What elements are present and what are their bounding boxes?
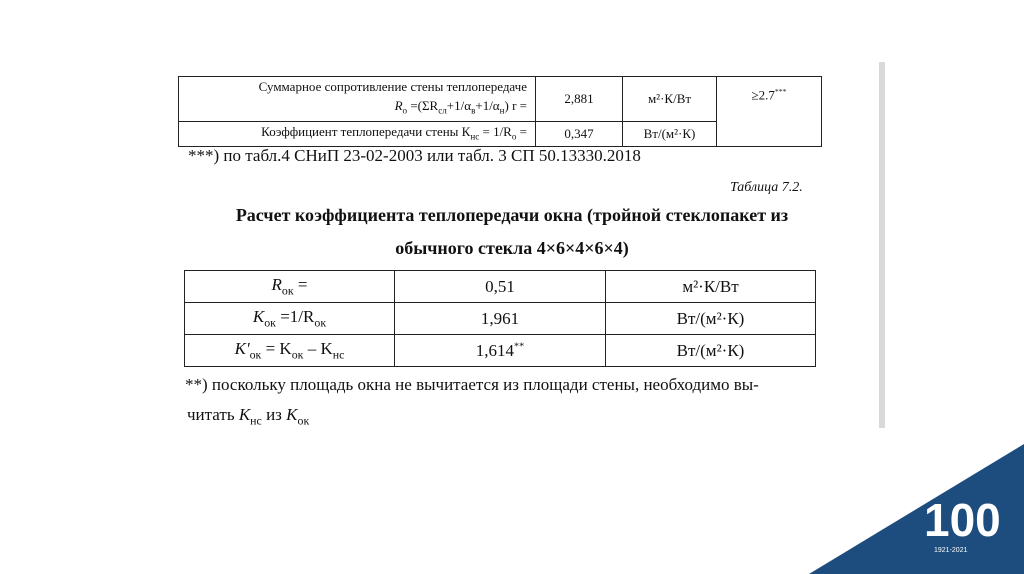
formula-part: ) r =: [504, 98, 527, 113]
unit-cell: м²·К/Вт: [623, 77, 717, 122]
logo-number: 100: [924, 494, 1001, 546]
subscript: сл: [438, 105, 447, 116]
table-caption: Таблица 7.2.: [730, 180, 803, 195]
unit-cell: Вт/(м²·К): [606, 335, 816, 367]
table-row: [179, 77, 822, 122]
formula-part: =1/R: [275, 306, 315, 326]
unit-cell: м²·К/Вт: [606, 271, 816, 303]
formula-cell: [185, 271, 395, 303]
footnote-mark: **: [514, 340, 525, 352]
table-row: [185, 335, 816, 367]
footnote-line1: **) поскольку площадь окна не вычитается из площади стены, необходимо вы-: [185, 375, 759, 394]
symbol: K': [234, 338, 250, 358]
label-text: Коэффициент теплопередачи стены К: [261, 123, 471, 139]
value-cell: [395, 271, 606, 303]
subscript: нс: [250, 413, 262, 428]
value-cell: [395, 335, 606, 367]
symbol: R: [271, 274, 282, 294]
formula-part: =(ΣR: [407, 98, 439, 113]
row-label: [179, 121, 536, 147]
formula-cell: [185, 335, 395, 367]
formula-part: – K: [303, 338, 333, 358]
formula-part: = K: [261, 338, 292, 358]
subscript: ок: [264, 315, 276, 330]
value-text: 1,961: [480, 308, 520, 328]
value-text: 1,614: [475, 340, 515, 360]
symbol: R: [394, 98, 403, 113]
value-text: 0,51: [485, 276, 515, 296]
formula-part: =: [293, 274, 308, 294]
symbol: K: [252, 306, 265, 326]
subscript: нс: [332, 347, 345, 362]
symbol: K: [238, 405, 251, 424]
value-cell: [395, 303, 606, 335]
anniversary-logo-band: [724, 424, 1024, 574]
subscript: ок: [281, 283, 294, 298]
logo-years: 1921-2021: [934, 547, 968, 554]
formula-part: = 1/R: [479, 123, 512, 139]
table-row: [185, 271, 816, 303]
subscript: ок: [314, 315, 327, 330]
formula-cell: [185, 303, 395, 335]
unit-cell: Вт/(м²·К): [606, 303, 816, 335]
requirement-cell: [717, 77, 822, 147]
footnote-line2: [187, 405, 309, 428]
subscript: ок: [297, 413, 310, 428]
subscript: ок: [249, 347, 262, 362]
subscript: о: [511, 131, 517, 142]
value-cell: 0,347: [536, 121, 623, 147]
footnote-snip: ***) по табл.4 СНиП 23-02-2003 или табл. 3 СП 50.13330.2018: [188, 146, 641, 165]
row-label: [179, 77, 536, 122]
subscript: ок: [291, 347, 304, 362]
value-cell: 2,881: [536, 77, 623, 122]
window-coefficient-table: [184, 270, 816, 367]
requirement-value: ≥2.7: [751, 87, 775, 103]
formula-part: =: [516, 123, 527, 139]
subscript: о: [402, 105, 408, 116]
subscript: в: [471, 105, 476, 116]
symbol: K: [286, 405, 298, 424]
footnote-mark: ***: [774, 87, 787, 96]
unit-cell: Вт/(м²·К): [623, 121, 717, 147]
section-title-line2: обычного стекла 4×6×4×6×4): [395, 238, 629, 258]
table-row: [185, 303, 816, 335]
subscript: н: [499, 105, 505, 116]
footnote-text: читать: [187, 405, 239, 424]
formula-part: +1/α: [446, 98, 472, 113]
label-text: Суммарное сопротивление стены теплопередаче: [258, 79, 527, 94]
formula-part: +1/α: [475, 98, 500, 113]
subscript: нс: [470, 131, 480, 142]
wall-resistance-table: [178, 76, 822, 147]
footnote-text: из: [261, 405, 287, 424]
section-title-line1: Расчет коэффициента теплопередачи окна (тройной стеклопакет из: [235, 205, 789, 225]
